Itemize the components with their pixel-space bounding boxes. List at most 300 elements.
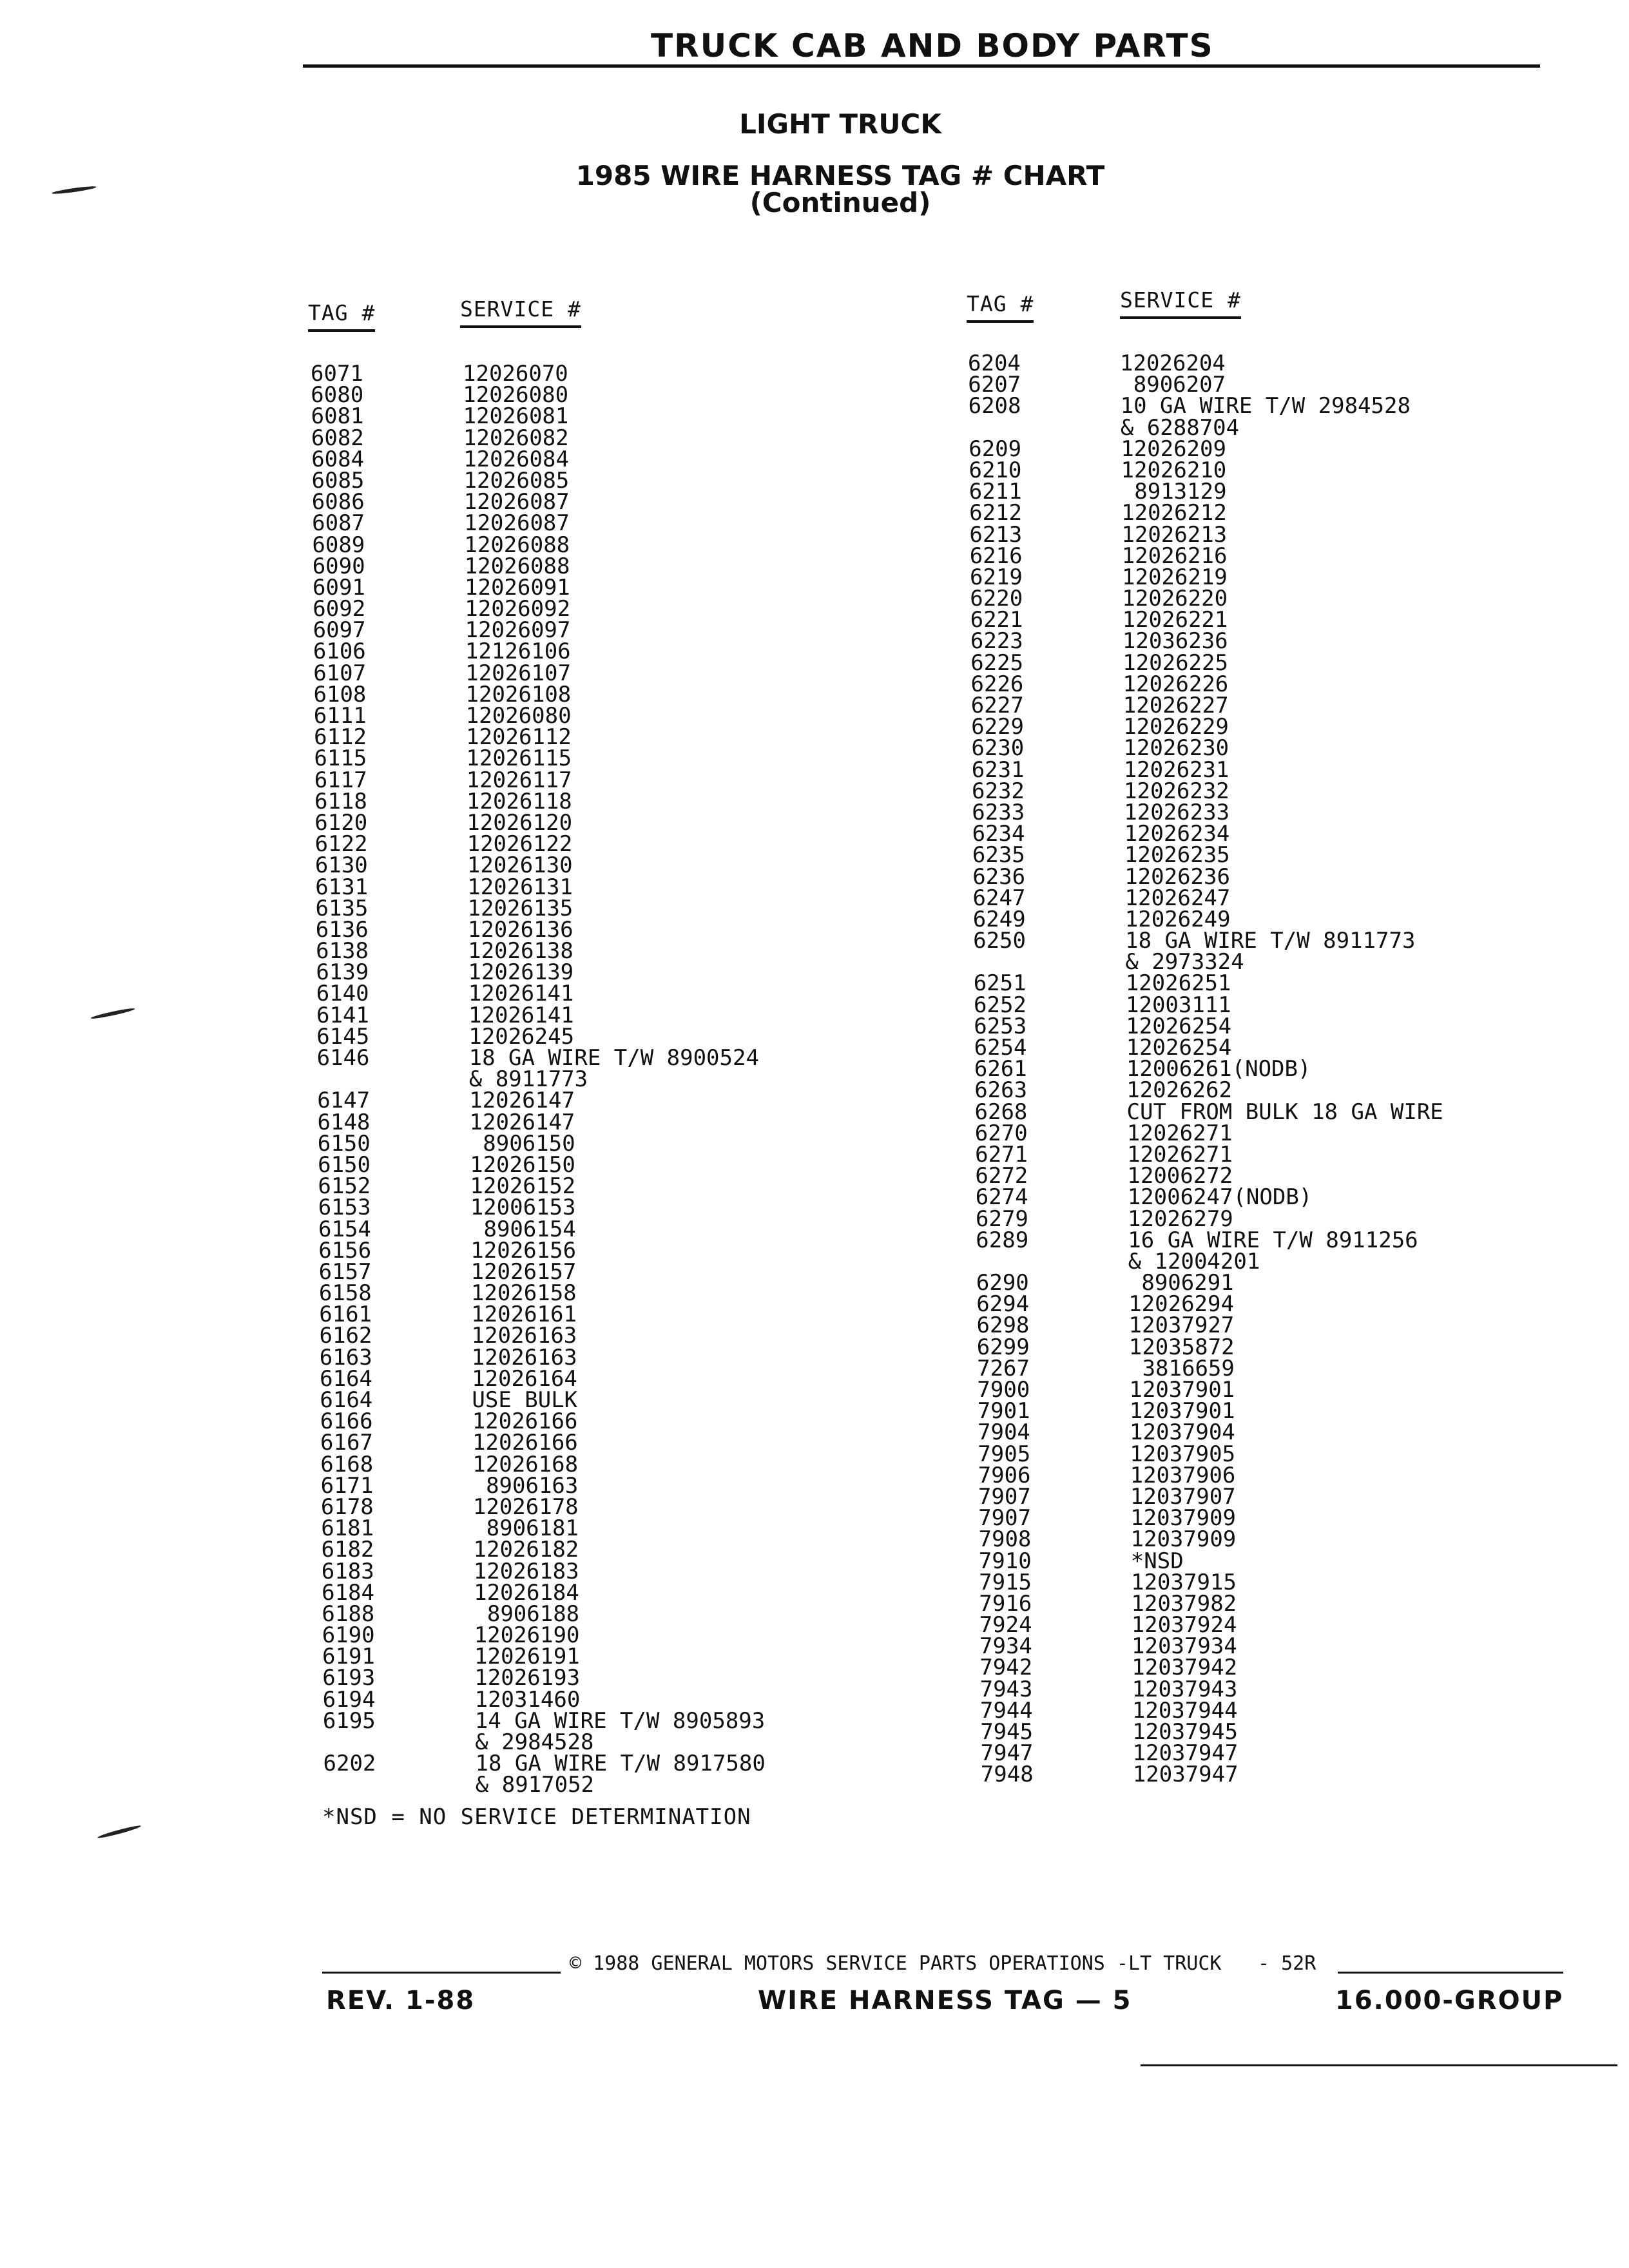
table-row — [320, 1408, 891, 1435]
service-number: 12026085 — [463, 467, 570, 494]
table-row — [979, 1590, 1548, 1617]
service-number: 12026152 — [470, 1173, 576, 1200]
tag-number: 6168 — [320, 1451, 374, 1477]
service-number: 12026130 — [467, 852, 573, 879]
service-number: 12026163 — [471, 1344, 577, 1370]
tag-number: 6140 — [316, 981, 369, 1007]
service-number: 12037947 — [1132, 1740, 1239, 1767]
table-row — [970, 649, 1548, 676]
tag-number: 6087 — [312, 510, 365, 537]
table-row — [322, 1622, 891, 1649]
service-number: 16 GA WIRE T/W 8911256 — [1128, 1227, 1418, 1253]
table-row — [312, 553, 891, 579]
tag-number: 6234 — [972, 821, 1025, 847]
table-row — [971, 756, 1548, 783]
tag-number: 6081 — [311, 403, 364, 430]
table-row — [978, 1462, 1548, 1488]
service-number: 12037915 — [1131, 1569, 1237, 1595]
tag-number: 6118 — [314, 788, 367, 814]
tag-number: 6181 — [321, 1515, 374, 1542]
tag-number: 6247 — [972, 885, 1026, 911]
table-row — [970, 607, 1548, 633]
service-number: 12026249 — [1124, 906, 1231, 932]
service-number: 12006153 — [470, 1195, 576, 1221]
table-row — [315, 916, 891, 943]
tag-number: 6167 — [320, 1430, 373, 1456]
table-row — [968, 353, 1548, 374]
service-number: 12026087 — [463, 489, 570, 515]
service-number: 12026166 — [472, 1408, 578, 1435]
service-number: 8906154 — [470, 1216, 576, 1242]
service-number: 12037901 — [1129, 1398, 1235, 1425]
tag-number: 6188 — [322, 1600, 375, 1627]
tag-number: 6279 — [976, 1206, 1028, 1232]
tag-number: 6107 — [313, 660, 367, 686]
service-number: 12026156 — [470, 1237, 577, 1264]
right-service-header: SERVICE # — [1120, 287, 1241, 312]
table-row — [320, 1325, 891, 1347]
tag-number: 6216 — [969, 543, 1023, 569]
tag-number: 7924 — [979, 1612, 1032, 1639]
service-number: 12026097 — [465, 617, 571, 644]
table-row — [979, 1676, 1548, 1702]
tag-number: 7905 — [978, 1441, 1031, 1467]
service-number: 12026091 — [465, 574, 570, 601]
table-row — [322, 1579, 891, 1606]
table-row — [314, 724, 891, 751]
table-row — [976, 1334, 1548, 1360]
tag-number: 6071 — [311, 361, 363, 387]
service-number: 12026161 — [471, 1302, 577, 1328]
service-number: 18 GA WIRE T/W 8911773 — [1125, 928, 1416, 954]
table-row — [314, 831, 891, 858]
table-row — [976, 1248, 1548, 1274]
service-number: 12026271 — [1127, 1141, 1233, 1168]
service-number: 12026193 — [474, 1665, 581, 1691]
table-row — [975, 1141, 1548, 1168]
table-row — [319, 1302, 891, 1328]
tag-number: 6080 — [311, 382, 364, 408]
tag-number: 6162 — [319, 1323, 372, 1349]
table-row — [972, 778, 1548, 804]
tag-number: 6272 — [975, 1163, 1028, 1189]
table-row — [315, 874, 891, 900]
page-reference: - 52R — [1258, 1952, 1316, 1975]
tag-number: 6191 — [322, 1644, 375, 1670]
service-number: 12026150 — [470, 1151, 575, 1178]
table-row — [972, 823, 1548, 845]
service-number: 12026227 — [1123, 693, 1229, 718]
service-number: 12026147 — [469, 1109, 575, 1135]
service-number: 12006272 — [1127, 1163, 1233, 1189]
tag-number: 6178 — [320, 1494, 374, 1520]
table-row — [311, 382, 891, 408]
service-number: 14 GA WIRE T/W 8905893 — [474, 1707, 766, 1734]
service-number: 12026157 — [470, 1258, 577, 1285]
service-number: & 2984528 — [475, 1729, 594, 1755]
table-row — [316, 938, 891, 965]
table-row — [313, 681, 891, 707]
table-row — [318, 1195, 891, 1221]
service-number: 12026220 — [1122, 586, 1228, 612]
table-row — [969, 521, 1548, 548]
service-number: 12026251 — [1125, 970, 1231, 997]
service-number: 12026118 — [467, 788, 572, 814]
service-number: 12026225 — [1123, 649, 1228, 676]
table-row — [977, 1398, 1548, 1425]
service-number: 12026168 — [472, 1451, 579, 1477]
tag-number: 7907 — [978, 1483, 1031, 1510]
table-row — [979, 1569, 1548, 1595]
table-row — [973, 970, 1548, 997]
table-row — [311, 425, 891, 451]
service-number: 8906150 — [469, 1130, 575, 1157]
table-row — [974, 1056, 1548, 1082]
service-number: 12026135 — [467, 895, 574, 921]
service-number: 12026212 — [1121, 500, 1227, 526]
tag-number: 6227 — [970, 693, 1024, 718]
service-number: 12026262 — [1126, 1077, 1232, 1104]
table-row — [971, 695, 1548, 716]
revision-label: REV. 1-88 — [326, 1986, 476, 2015]
service-number: 12026213 — [1121, 521, 1228, 548]
table-row — [976, 1270, 1548, 1296]
service-number: 12026166 — [472, 1430, 578, 1456]
tag-number: 6148 — [317, 1109, 371, 1135]
tag-number: 6115 — [314, 745, 367, 772]
table-row — [977, 1379, 1548, 1401]
table-row — [314, 745, 891, 772]
tag-number: 7907 — [978, 1505, 1032, 1532]
service-number: 12037907 — [1130, 1483, 1236, 1510]
tag-number: 6138 — [316, 938, 369, 965]
tag-number: 6161 — [319, 1302, 372, 1328]
table-row — [970, 588, 1548, 610]
service-number: 12026232 — [1124, 778, 1229, 804]
service-number: 12026117 — [466, 767, 572, 793]
tag-number: 7944 — [979, 1697, 1033, 1724]
service-number: 12026139 — [468, 959, 574, 986]
tag-number: 6268 — [974, 1099, 1028, 1125]
table-row — [971, 735, 1548, 762]
table-row — [316, 1002, 891, 1028]
table-row — [320, 1365, 891, 1392]
table-row — [969, 500, 1548, 526]
service-number: 12037944 — [1132, 1697, 1238, 1724]
right-tag-header: TAG # — [967, 291, 1034, 316]
service-number: 12026131 — [467, 874, 573, 900]
service-number: 12026183 — [473, 1558, 579, 1584]
service-number: 12006261(NODB) — [1126, 1056, 1311, 1082]
tag-number: 6261 — [974, 1056, 1027, 1082]
service-number: 12026147 — [469, 1088, 575, 1114]
service-number: 12026216 — [1121, 543, 1228, 569]
tag-number: 6164 — [320, 1365, 372, 1392]
table-row — [320, 1432, 891, 1454]
service-number: 12035872 — [1128, 1334, 1235, 1360]
service-number: 12026254 — [1126, 1035, 1232, 1061]
page-subtitle: LIGHT TRUCK — [739, 108, 941, 140]
tag-number: 6182 — [321, 1537, 374, 1563]
left-service-header: SERVICE # — [460, 296, 581, 322]
tag-number: 6156 — [318, 1237, 372, 1264]
chart-title: 1985 WIRE HARNESS TAG # CHART — [575, 160, 1105, 191]
tag-number: 6250 — [973, 928, 1026, 954]
tag-number: 6209 — [969, 436, 1022, 462]
tag-number: 6145 — [316, 1023, 370, 1050]
tag-number: 6154 — [318, 1216, 371, 1242]
tag-number: 6166 — [320, 1408, 373, 1435]
table-row — [311, 363, 891, 385]
service-number: 12037901 — [1129, 1377, 1235, 1403]
tag-number: 7942 — [979, 1655, 1033, 1681]
table-row — [974, 1120, 1548, 1146]
table-row — [970, 671, 1548, 697]
table-row — [313, 703, 891, 729]
service-number: 12026082 — [463, 425, 569, 451]
table-row — [314, 852, 891, 879]
service-number: & 8911773 — [468, 1066, 588, 1093]
service-number: 12026080 — [463, 382, 569, 408]
service-number: 12026087 — [464, 510, 570, 537]
tag-number: 6171 — [320, 1472, 374, 1499]
scan-mark-2 — [90, 1007, 135, 1020]
table-row — [318, 1280, 891, 1307]
table-row — [317, 1088, 891, 1114]
service-number: 12037945 — [1132, 1719, 1238, 1745]
service-number: 12026107 — [465, 660, 571, 686]
service-number: 12026080 — [465, 703, 572, 729]
tag-number: 6225 — [970, 649, 1024, 676]
service-number: *NSD — [1130, 1548, 1184, 1574]
table-row — [311, 489, 891, 515]
tag-number: 6193 — [322, 1665, 376, 1691]
tag-number: 6210 — [969, 457, 1022, 483]
tag-number: 6135 — [315, 895, 369, 921]
table-row — [320, 1451, 891, 1477]
tag-number: 6117 — [314, 767, 367, 793]
table-row — [317, 1066, 891, 1093]
service-number: 12026084 — [463, 446, 569, 472]
service-number: 18 GA WIRE T/W 8900524 — [468, 1045, 759, 1071]
tag-number: 6252 — [974, 992, 1027, 1018]
table-row — [313, 639, 891, 665]
service-number: 12026122 — [467, 831, 573, 858]
table-row — [322, 1667, 891, 1689]
service-number: 12026294 — [1128, 1291, 1234, 1318]
tag-number: 6086 — [311, 489, 365, 515]
tag-number: 6147 — [317, 1088, 371, 1114]
tag-number: 7916 — [979, 1590, 1032, 1617]
tag-number: 6190 — [322, 1622, 375, 1649]
table-row — [973, 949, 1548, 975]
tag-number: 6271 — [975, 1141, 1028, 1168]
tag-number: 7906 — [978, 1462, 1031, 1488]
service-number: 12026247 — [1124, 885, 1231, 911]
service-number: 12026230 — [1123, 735, 1229, 762]
tag-number: 6131 — [315, 874, 369, 900]
tag-number: 6202 — [323, 1751, 376, 1777]
tag-number: 6254 — [974, 1035, 1027, 1061]
tag-number: 6090 — [312, 553, 365, 579]
table-row — [323, 1774, 891, 1796]
table-row — [323, 1751, 891, 1777]
table-row — [316, 981, 891, 1007]
tag-number: 7943 — [979, 1676, 1033, 1702]
page-header-title: TRUCK CAB AND BODY PARTS — [651, 27, 1214, 64]
table-row — [969, 436, 1548, 462]
table-row — [978, 1548, 1548, 1574]
table-row — [318, 1216, 891, 1242]
tag-number: 6092 — [313, 596, 366, 622]
tag-number: 6097 — [313, 617, 366, 644]
tag-number: 6130 — [314, 852, 368, 879]
table-row — [976, 1227, 1548, 1253]
tag-number: 7910 — [978, 1548, 1032, 1574]
tag-number: 6220 — [970, 586, 1023, 612]
tag-number: 6208 — [968, 393, 1021, 419]
header-rule — [303, 64, 1540, 68]
tag-number: 6249 — [972, 906, 1026, 932]
service-number: 12026108 — [465, 681, 572, 707]
tag-number: 7945 — [980, 1719, 1034, 1745]
left-parts-table — [311, 363, 891, 1796]
service-number: 12026184 — [474, 1579, 579, 1606]
tag-number: 7934 — [979, 1633, 1032, 1660]
tag-number: 6158 — [318, 1280, 372, 1307]
tag-number: 7904 — [978, 1419, 1030, 1446]
tag-number: 6150 — [318, 1151, 371, 1178]
service-number: 12037905 — [1130, 1441, 1236, 1467]
table-row — [321, 1515, 891, 1542]
service-number: 12026229 — [1123, 714, 1229, 740]
service-number: 12026178 — [472, 1494, 579, 1520]
tag-number: 6229 — [971, 714, 1024, 740]
section-label: WIRE HARNESS TAG — 5 — [758, 1986, 1132, 2015]
service-number: 12031460 — [474, 1686, 581, 1713]
table-row — [974, 1013, 1548, 1039]
service-number: 12026234 — [1124, 821, 1230, 847]
tag-number: 6184 — [322, 1579, 374, 1606]
tag-number: 6150 — [317, 1130, 371, 1157]
table-row — [976, 1312, 1548, 1339]
tag-number: 6164 — [320, 1387, 373, 1413]
table-row — [969, 481, 1548, 503]
tag-number: 6157 — [318, 1258, 372, 1285]
service-number: 12026164 — [472, 1365, 577, 1392]
table-row — [322, 1644, 891, 1670]
table-row — [312, 510, 891, 537]
tag-number: 6139 — [316, 959, 369, 986]
tag-number: 6270 — [974, 1120, 1028, 1146]
service-number: 12026138 — [468, 938, 574, 965]
tag-number: 6163 — [319, 1344, 372, 1370]
tag-number: 6108 — [313, 681, 367, 707]
table-row — [974, 1099, 1548, 1125]
tag-number: 7267 — [977, 1355, 1030, 1381]
tag-number: 6223 — [970, 628, 1023, 655]
tag-number: 7947 — [980, 1740, 1034, 1767]
table-row — [315, 895, 891, 921]
service-number: 12026271 — [1126, 1120, 1233, 1146]
tag-number: 6153 — [318, 1195, 371, 1221]
service-number: 12037982 — [1131, 1590, 1237, 1617]
service-number: 12026254 — [1126, 1013, 1232, 1039]
table-row — [321, 1558, 891, 1584]
table-row — [311, 446, 891, 472]
table-row — [322, 1707, 891, 1734]
service-number: & 8917052 — [475, 1772, 595, 1798]
table-row — [320, 1494, 891, 1520]
service-number: 12037909 — [1130, 1526, 1237, 1553]
service-number: 12026219 — [1122, 564, 1228, 590]
service-number: 12026092 — [465, 596, 571, 622]
table-row — [978, 1526, 1548, 1553]
table-row — [972, 842, 1548, 869]
tag-number: 6146 — [316, 1045, 370, 1071]
tag-number: 6232 — [972, 778, 1025, 804]
service-number: 12026141 — [468, 981, 574, 1007]
table-row — [974, 992, 1548, 1018]
tag-number: 6294 — [976, 1291, 1030, 1318]
service-number: 12026221 — [1122, 607, 1228, 633]
service-number: 12026120 — [467, 809, 573, 836]
service-number: 12037924 — [1131, 1612, 1237, 1639]
service-number: 12026190 — [474, 1622, 580, 1649]
tag-number: 6274 — [975, 1184, 1028, 1211]
table-row — [318, 1258, 891, 1285]
service-number: 12026141 — [468, 1002, 574, 1028]
table-row — [976, 1291, 1548, 1318]
table-row — [318, 1173, 891, 1200]
service-number: 12037947 — [1132, 1762, 1239, 1788]
tag-number: 6136 — [315, 916, 369, 943]
table-row — [979, 1697, 1548, 1724]
service-number: 12126106 — [465, 639, 571, 665]
tag-number: 6226 — [970, 671, 1024, 697]
tag-number: 6236 — [972, 863, 1026, 890]
nsd-footnote: *NSD = NO SERVICE DETERMINATION — [322, 1804, 751, 1830]
service-number: 12026070 — [463, 361, 568, 387]
table-row — [979, 1655, 1548, 1681]
table-row — [980, 1740, 1548, 1767]
table-row — [314, 767, 891, 793]
service-number: 8906207 — [1120, 372, 1226, 398]
tag-number: 6212 — [969, 500, 1022, 526]
service-number: 12037909 — [1130, 1505, 1236, 1532]
service-number: 8906291 — [1128, 1270, 1234, 1296]
tag-number: 6231 — [971, 756, 1025, 783]
tag-number: 6263 — [974, 1077, 1028, 1104]
tag-number: 6251 — [973, 970, 1027, 997]
table-row — [316, 959, 891, 986]
table-row — [973, 930, 1548, 952]
tag-number: 6141 — [316, 1002, 369, 1028]
left-tag-header: TAG # — [308, 300, 375, 325]
tag-number: 6091 — [313, 574, 365, 601]
service-number: 8913129 — [1121, 479, 1227, 505]
tag-number: 6084 — [311, 446, 365, 472]
table-row — [977, 1355, 1548, 1381]
table-row — [978, 1505, 1548, 1532]
tag-number: 6106 — [313, 639, 366, 665]
service-number: 18 GA WIRE T/W 8917580 — [475, 1751, 766, 1777]
service-number: 12026231 — [1123, 756, 1229, 783]
tag-number: 6111 — [313, 703, 367, 729]
tag-number: 6112 — [314, 724, 367, 751]
table-row — [322, 1600, 891, 1627]
table-row — [313, 596, 891, 622]
